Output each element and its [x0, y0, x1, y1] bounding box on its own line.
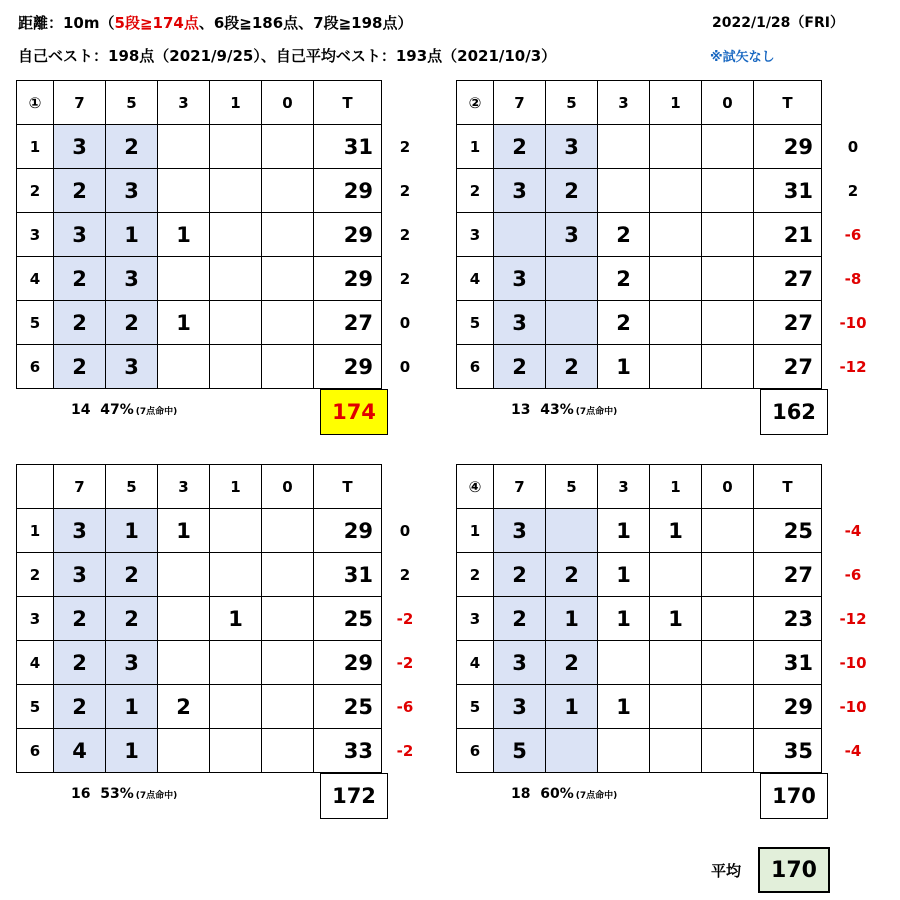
hit-count-7 [494, 213, 546, 257]
end-row [457, 345, 822, 389]
cumulative-diff: 0 [399, 358, 411, 376]
hit-count-7: 3 [54, 509, 106, 553]
hit-count-0 [262, 301, 314, 345]
hit-count-1 [210, 213, 262, 257]
hit-count-5: 1 [546, 685, 598, 729]
hit-count-1 [650, 257, 702, 301]
hit-count-3: 1 [158, 213, 210, 257]
hit-count-5 [546, 729, 598, 773]
end-number: 6 [457, 345, 494, 389]
hit-count-5: 1 [106, 729, 158, 773]
hit-count-0 [262, 597, 314, 641]
hit-count-5: 2 [106, 301, 158, 345]
hit-count-1 [650, 685, 702, 729]
hit-count-5 [546, 301, 598, 345]
end-row [17, 553, 382, 597]
end-number: 3 [457, 213, 494, 257]
cumulative-diff: -10 [839, 698, 867, 716]
hit-count-7: 3 [494, 685, 546, 729]
hit-count-0 [262, 685, 314, 729]
hit-count-0 [702, 169, 754, 213]
end-total: 27 [754, 345, 822, 389]
hit-count-5: 3 [106, 345, 158, 389]
hit-count-3 [158, 553, 210, 597]
hit-count-0 [702, 641, 754, 685]
column-header: 0 [262, 81, 314, 125]
hit-count-1 [210, 641, 262, 685]
end-total: 23 [754, 597, 822, 641]
hit-count-3: 1 [598, 509, 650, 553]
hit-count-7: 2 [494, 345, 546, 389]
end-number: 3 [17, 597, 54, 641]
hit-count-7: 3 [54, 125, 106, 169]
hit-count-7: 2 [494, 597, 546, 641]
seven-hit-count: 14 [71, 402, 91, 418]
column-header: T [754, 465, 822, 509]
header-row [457, 465, 822, 509]
hit-count-7: 2 [54, 641, 106, 685]
cumulative-diff: -2 [396, 742, 414, 760]
end-total: 29 [754, 685, 822, 729]
hit-count-5: 3 [106, 641, 158, 685]
hit-count-3 [158, 729, 210, 773]
cumulative-diff: -6 [844, 226, 862, 244]
hit-count-5: 3 [106, 257, 158, 301]
scorecard-round-3 [16, 464, 382, 773]
hit-count-7: 4 [54, 729, 106, 773]
hit-count-7: 3 [54, 553, 106, 597]
end-number: 6 [17, 345, 54, 389]
hit-count-3: 2 [158, 685, 210, 729]
scorecard-round-4 [456, 464, 822, 773]
column-header: 1 [650, 81, 702, 125]
hit-count-3: 1 [158, 509, 210, 553]
hit-count-5: 2 [546, 553, 598, 597]
hit-count-1 [210, 729, 262, 773]
column-header: 5 [106, 81, 158, 125]
end-number: 4 [457, 641, 494, 685]
cumulative-diff: 0 [847, 138, 859, 156]
cumulative-diff: 2 [399, 182, 411, 200]
end-row [17, 729, 382, 773]
seven-hit-pct: 60% [540, 786, 574, 802]
hit-count-7: 3 [494, 257, 546, 301]
distance-target-5dan: 5段≧174点 [114, 14, 199, 32]
hit-count-3: 2 [598, 213, 650, 257]
hit-count-5 [546, 257, 598, 301]
header-row [17, 465, 382, 509]
hit-count-5: 1 [546, 597, 598, 641]
hit-count-1 [210, 345, 262, 389]
scorecard-round-2 [456, 80, 822, 389]
end-row [457, 597, 822, 641]
hit-count-7: 5 [494, 729, 546, 773]
hit-count-1 [210, 685, 262, 729]
hit-count-3: 1 [598, 345, 650, 389]
hit-count-3 [598, 729, 650, 773]
seven-hit-count: 18 [511, 786, 531, 802]
end-row [457, 685, 822, 729]
hit-count-0 [262, 213, 314, 257]
hit-count-0 [262, 729, 314, 773]
end-row [17, 345, 382, 389]
hit-count-3 [158, 597, 210, 641]
hit-count-3 [598, 169, 650, 213]
round-total: 174 [320, 389, 388, 435]
cumulative-diff: -10 [839, 654, 867, 672]
end-row [17, 257, 382, 301]
column-header: 5 [546, 81, 598, 125]
distance-prefix: 距離：10m（ [18, 14, 115, 32]
average-value: 170 [758, 847, 830, 893]
hit-count-7: 2 [494, 125, 546, 169]
hit-count-0 [702, 345, 754, 389]
end-total: 29 [314, 345, 382, 389]
round-total: 172 [320, 773, 388, 819]
end-total: 27 [754, 301, 822, 345]
hit-count-1 [650, 553, 702, 597]
end-number: 3 [17, 213, 54, 257]
end-total: 29 [314, 169, 382, 213]
column-header: T [314, 81, 382, 125]
end-total: 29 [314, 509, 382, 553]
round-label: ② [457, 81, 494, 125]
hit-count-1: 1 [650, 597, 702, 641]
hit-count-1 [210, 301, 262, 345]
seven-hit-stats [511, 402, 617, 418]
column-header: 3 [598, 465, 650, 509]
hit-count-0 [702, 301, 754, 345]
cumulative-diff: 2 [399, 270, 411, 288]
end-total: 35 [754, 729, 822, 773]
cumulative-diff: 2 [847, 182, 859, 200]
end-total: 31 [314, 553, 382, 597]
hit-count-3 [158, 125, 210, 169]
hit-count-0 [262, 553, 314, 597]
hit-count-5: 1 [106, 685, 158, 729]
hit-count-1 [210, 553, 262, 597]
hit-count-5: 3 [106, 169, 158, 213]
end-row [17, 301, 382, 345]
seven-hit-stats [71, 402, 177, 418]
hit-count-0 [702, 729, 754, 773]
seven-hit-note: (7点命中) [575, 407, 618, 417]
hit-count-5: 2 [546, 169, 598, 213]
column-header: 3 [598, 81, 650, 125]
end-row [457, 125, 822, 169]
end-row [17, 597, 382, 641]
column-header: 0 [262, 465, 314, 509]
hit-count-0 [702, 685, 754, 729]
end-total: 31 [754, 169, 822, 213]
cumulative-diff: -6 [396, 698, 414, 716]
hit-count-0 [702, 125, 754, 169]
end-row [457, 729, 822, 773]
hit-count-7: 2 [54, 169, 106, 213]
hit-count-5: 2 [546, 345, 598, 389]
average-label: 平均 [711, 862, 742, 880]
hit-count-1 [210, 257, 262, 301]
end-row [17, 685, 382, 729]
end-total: 31 [314, 125, 382, 169]
cumulative-diff: 0 [399, 314, 411, 332]
hit-count-7: 3 [494, 301, 546, 345]
seven-hit-note: (7点命中) [135, 407, 178, 417]
cumulative-diff: -4 [844, 522, 862, 540]
end-row [17, 125, 382, 169]
hit-count-7: 2 [54, 345, 106, 389]
end-number: 6 [17, 729, 54, 773]
hit-count-0 [262, 169, 314, 213]
column-header: 5 [106, 465, 158, 509]
seven-hit-note: (7点命中) [135, 791, 178, 801]
column-header: 3 [158, 81, 210, 125]
hit-count-1 [210, 509, 262, 553]
column-header: 0 [702, 81, 754, 125]
end-number: 4 [17, 641, 54, 685]
hit-count-0 [702, 213, 754, 257]
end-row [17, 169, 382, 213]
cumulative-diff: 2 [399, 226, 411, 244]
end-number: 2 [17, 553, 54, 597]
column-header: 1 [210, 81, 262, 125]
seven-hit-note: (7点命中) [575, 791, 618, 801]
round-total: 162 [760, 389, 828, 435]
column-header: 1 [210, 465, 262, 509]
end-total: 25 [314, 597, 382, 641]
hit-count-1 [650, 213, 702, 257]
end-total: 29 [314, 213, 382, 257]
end-number: 5 [457, 301, 494, 345]
end-number: 1 [17, 125, 54, 169]
round-total: 170 [760, 773, 828, 819]
hit-count-3: 1 [598, 597, 650, 641]
cumulative-diff: -2 [396, 610, 414, 628]
end-number: 4 [17, 257, 54, 301]
end-total: 25 [314, 685, 382, 729]
end-row [457, 553, 822, 597]
column-header: 5 [546, 465, 598, 509]
column-header: 7 [54, 81, 106, 125]
end-row [457, 641, 822, 685]
hit-count-5: 2 [106, 125, 158, 169]
hit-count-0 [262, 257, 314, 301]
end-number: 6 [457, 729, 494, 773]
hit-count-7: 2 [54, 257, 106, 301]
end-row [457, 257, 822, 301]
hit-count-5 [546, 509, 598, 553]
hit-count-3 [158, 257, 210, 301]
column-header: 7 [494, 81, 546, 125]
hit-count-7: 3 [54, 213, 106, 257]
trial-note: ※試矢なし [710, 50, 775, 65]
hit-count-5: 2 [106, 597, 158, 641]
end-number: 2 [17, 169, 54, 213]
cumulative-diff: -12 [839, 358, 867, 376]
end-number: 5 [17, 685, 54, 729]
cumulative-diff: -10 [839, 314, 867, 332]
column-header: 7 [54, 465, 106, 509]
end-total: 25 [754, 509, 822, 553]
hit-count-3: 1 [598, 685, 650, 729]
column-header: T [754, 81, 822, 125]
hit-count-1: 1 [650, 509, 702, 553]
hit-count-5: 1 [106, 509, 158, 553]
header-row [17, 81, 382, 125]
hit-count-0 [702, 257, 754, 301]
hit-count-3 [598, 641, 650, 685]
end-total: 33 [314, 729, 382, 773]
hit-count-3: 1 [598, 553, 650, 597]
hit-count-7: 2 [54, 301, 106, 345]
hit-count-5: 3 [546, 125, 598, 169]
end-total: 29 [314, 257, 382, 301]
hit-count-0 [702, 509, 754, 553]
distance-line [18, 12, 412, 33]
end-row [457, 213, 822, 257]
distance-suffix: 、6段≧186点、7段≧198点） [198, 14, 413, 32]
hit-count-1 [210, 125, 262, 169]
cumulative-diff: -6 [844, 566, 862, 584]
end-number: 1 [17, 509, 54, 553]
end-row [457, 169, 822, 213]
cumulative-diff: 2 [399, 566, 411, 584]
end-row [17, 641, 382, 685]
column-header: 7 [494, 465, 546, 509]
hit-count-3: 1 [158, 301, 210, 345]
hit-count-0 [702, 597, 754, 641]
end-row [17, 213, 382, 257]
seven-hit-pct: 53% [100, 786, 134, 802]
hit-count-0 [262, 125, 314, 169]
hit-count-0 [262, 641, 314, 685]
seven-hit-pct: 47% [100, 402, 134, 418]
end-number: 5 [457, 685, 494, 729]
personal-best-line: 自己ベスト：198点（2021/9/25）、自己平均ベスト：193点（2021/10/3） [18, 47, 557, 65]
hit-count-1 [210, 169, 262, 213]
date-label: 2022/1/28（FRI） [712, 15, 844, 31]
end-number: 1 [457, 509, 494, 553]
end-number: 2 [457, 553, 494, 597]
end-number: 4 [457, 257, 494, 301]
end-row [17, 509, 382, 553]
hit-count-0 [262, 345, 314, 389]
end-number: 5 [17, 301, 54, 345]
seven-hit-stats [71, 786, 177, 802]
end-total: 29 [754, 125, 822, 169]
cumulative-diff: -8 [844, 270, 862, 288]
hit-count-3: 2 [598, 301, 650, 345]
end-total: 21 [754, 213, 822, 257]
seven-hit-pct: 43% [540, 402, 574, 418]
hit-count-0 [702, 553, 754, 597]
round-label: ① [17, 81, 54, 125]
hit-count-7: 2 [494, 553, 546, 597]
round-label: ④ [457, 465, 494, 509]
scorecard-round-1 [16, 80, 382, 389]
hit-count-3 [158, 345, 210, 389]
hit-count-5: 2 [546, 641, 598, 685]
cumulative-diff: -4 [844, 742, 862, 760]
hit-count-7: 3 [494, 509, 546, 553]
end-total: 27 [754, 553, 822, 597]
cumulative-diff: -12 [839, 610, 867, 628]
cumulative-diff: 2 [399, 138, 411, 156]
hit-count-5: 3 [546, 213, 598, 257]
seven-hit-stats [511, 786, 617, 802]
hit-count-1 [650, 169, 702, 213]
hit-count-7: 3 [494, 169, 546, 213]
hit-count-1 [650, 729, 702, 773]
hit-count-5: 2 [106, 553, 158, 597]
end-total: 27 [754, 257, 822, 301]
hit-count-0 [262, 509, 314, 553]
end-number: 1 [457, 125, 494, 169]
hit-count-3 [158, 641, 210, 685]
hit-count-3 [598, 125, 650, 169]
seven-hit-count: 13 [511, 402, 531, 418]
hit-count-7: 2 [54, 597, 106, 641]
end-total: 31 [754, 641, 822, 685]
cumulative-diff: 0 [399, 522, 411, 540]
end-number: 2 [457, 169, 494, 213]
column-header: 3 [158, 465, 210, 509]
hit-count-1 [650, 301, 702, 345]
hit-count-3: 2 [598, 257, 650, 301]
end-total: 29 [314, 641, 382, 685]
column-header: T [314, 465, 382, 509]
column-header: 1 [650, 465, 702, 509]
hit-count-7: 2 [54, 685, 106, 729]
hit-count-1 [650, 125, 702, 169]
hit-count-1 [650, 641, 702, 685]
hit-count-5: 1 [106, 213, 158, 257]
hit-count-7: 3 [494, 641, 546, 685]
header-row [457, 81, 822, 125]
seven-hit-count: 16 [71, 786, 91, 802]
column-header: 0 [702, 465, 754, 509]
hit-count-3 [158, 169, 210, 213]
end-row [457, 509, 822, 553]
end-total: 27 [314, 301, 382, 345]
hit-count-1 [650, 345, 702, 389]
hit-count-1: 1 [210, 597, 262, 641]
end-number: 3 [457, 597, 494, 641]
round-label [17, 465, 54, 509]
end-row [457, 301, 822, 345]
cumulative-diff: -2 [396, 654, 414, 672]
